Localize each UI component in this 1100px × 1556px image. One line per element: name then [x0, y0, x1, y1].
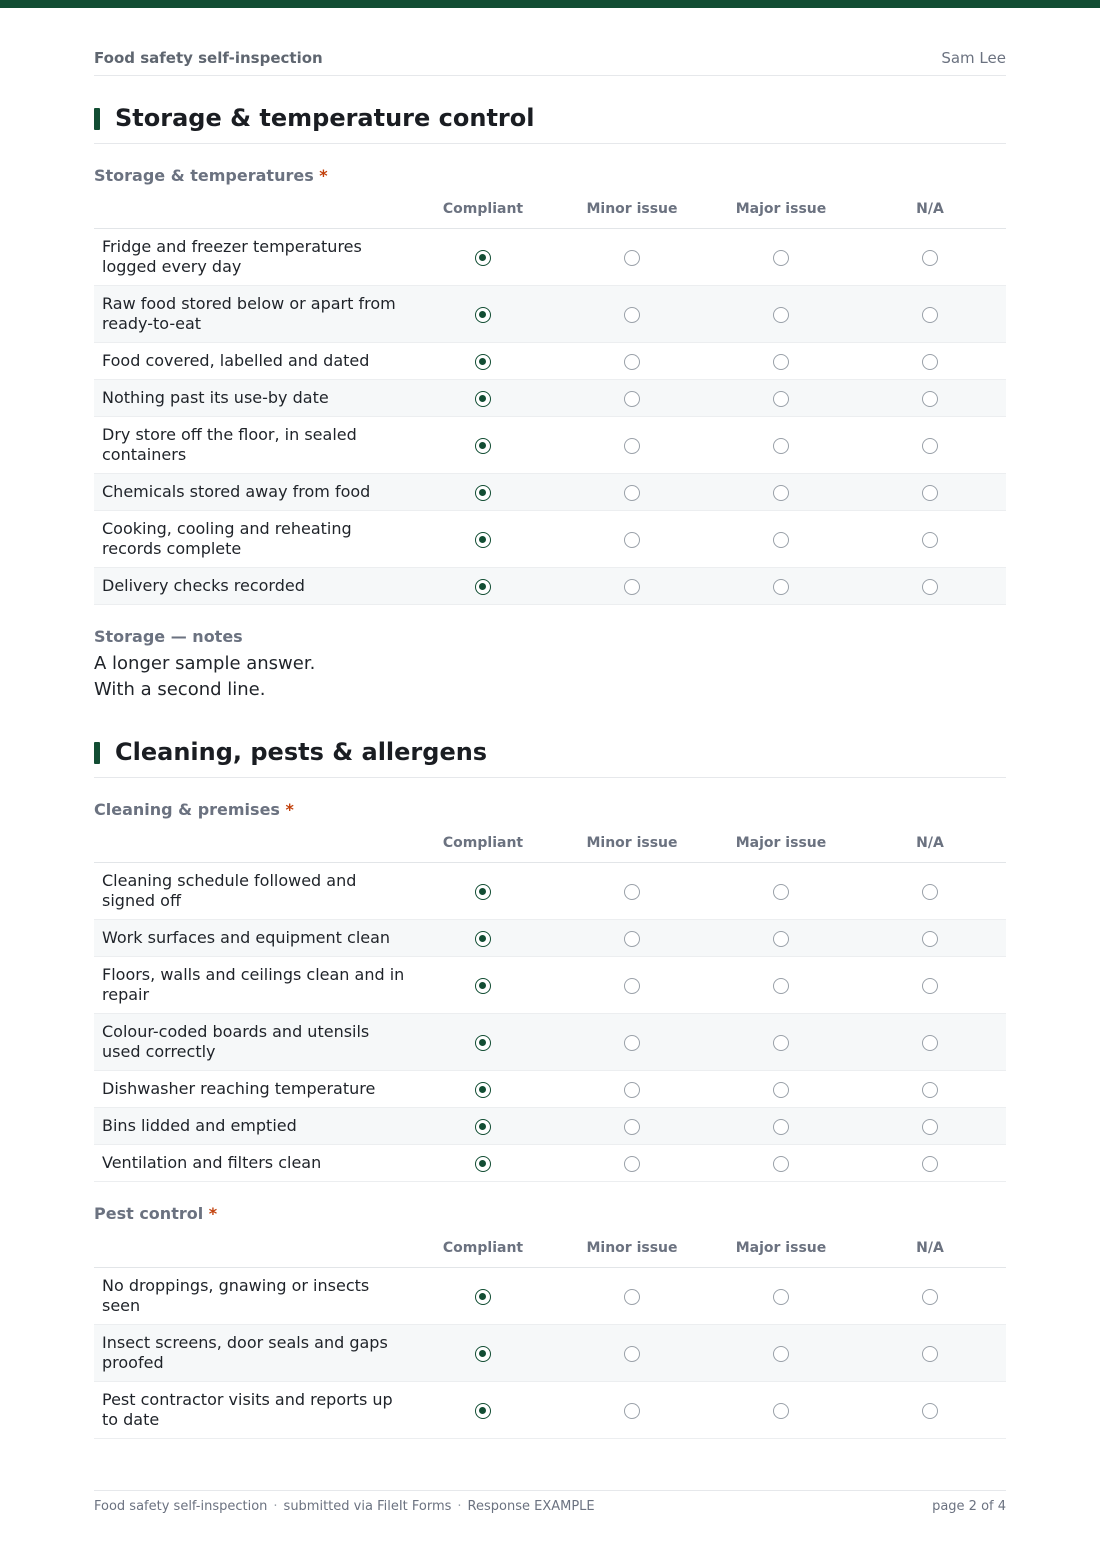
radio-n-a[interactable] — [922, 1035, 938, 1051]
radio-n-a[interactable] — [922, 485, 938, 501]
radio-minor-issue[interactable] — [624, 354, 640, 370]
radio-major-issue[interactable] — [773, 1082, 789, 1098]
grid-label-text: Cleaning & premises — [94, 800, 280, 819]
section-title: Cleaning, pests & allergens — [115, 738, 488, 766]
radio-n-a[interactable] — [922, 579, 938, 595]
radio-n-a[interactable] — [922, 1082, 938, 1098]
radio-minor-issue[interactable] — [624, 391, 640, 407]
radio-major-issue[interactable] — [773, 1156, 789, 1172]
row-label: Chemicals stored away from food — [102, 482, 371, 501]
radio-compliant[interactable] — [475, 354, 491, 370]
radio-n-a[interactable] — [922, 354, 938, 370]
radio-n-a[interactable] — [922, 1403, 938, 1419]
notes-answer: A longer sample answer. With a second line. — [94, 653, 316, 700]
grid-label-text: Storage & temperatures — [94, 166, 314, 185]
page-header — [94, 48, 1006, 76]
top-accent-bar — [0, 0, 1100, 8]
grid-column-headers — [94, 192, 1006, 229]
column-header-minor-issue: Minor issue — [586, 201, 678, 217]
row-label: Fridge and freezer temperatures logged every day — [102, 237, 362, 276]
footer-response-id: Response EXAMPLE — [467, 1499, 595, 1514]
row-label: No droppings, gnawing or insects seen — [102, 1276, 370, 1315]
row-label: Colour-coded boards and utensils used correctly — [102, 1022, 370, 1061]
row-label: Food covered, labelled and dated — [102, 351, 370, 370]
row-label: Cleaning schedule followed and signed off — [102, 871, 357, 910]
column-header-n-a: N/A — [916, 1240, 944, 1256]
radio-minor-issue[interactable] — [624, 532, 640, 548]
grid-row — [94, 920, 1006, 957]
grid-row — [94, 1325, 1006, 1382]
radio-major-issue[interactable] — [773, 354, 789, 370]
radio-major-issue[interactable] — [773, 1403, 789, 1419]
separator-dot: · — [273, 1499, 278, 1514]
row-label: Raw food stored below or apart from ready-to-eat — [102, 294, 396, 333]
radio-major-issue[interactable] — [773, 1035, 789, 1051]
grid-column-headers — [94, 826, 1006, 863]
radio-compliant[interactable] — [475, 250, 491, 266]
row-label: Delivery checks recorded — [102, 576, 305, 595]
radio-compliant[interactable] — [475, 978, 491, 994]
radio-compliant[interactable] — [475, 438, 491, 454]
row-label: Cooking, cooling and reheating records complete — [102, 519, 352, 558]
radio-compliant[interactable] — [475, 1082, 491, 1098]
required-marker: * — [319, 166, 328, 185]
rating-grid — [94, 1231, 1006, 1439]
grid-row — [94, 229, 1006, 286]
grid-row — [94, 286, 1006, 343]
row-label: Dry store off the floor, in sealed containers — [102, 425, 357, 464]
grid-label-pest — [94, 1204, 217, 1224]
radio-minor-issue[interactable] — [624, 1346, 640, 1362]
radio-n-a[interactable] — [922, 307, 938, 323]
radio-compliant[interactable] — [475, 579, 491, 595]
radio-n-a[interactable] — [922, 1346, 938, 1362]
column-header-minor-issue: Minor issue — [586, 835, 678, 851]
radio-compliant[interactable] — [475, 1035, 491, 1051]
radio-compliant[interactable] — [475, 884, 491, 900]
radio-major-issue[interactable] — [773, 1346, 789, 1362]
footer-submitted: submitted via FileIt Forms — [283, 1499, 452, 1514]
grid-row — [94, 1382, 1006, 1439]
radio-major-issue[interactable] — [773, 250, 789, 266]
radio-minor-issue[interactable] — [624, 931, 640, 947]
column-header-n-a: N/A — [916, 835, 944, 851]
grid-row — [94, 1071, 1006, 1108]
grid-label-storage — [94, 166, 328, 186]
section-accent-bar — [94, 742, 100, 764]
grid-row — [94, 417, 1006, 474]
radio-compliant[interactable] — [475, 1156, 491, 1172]
radio-major-issue[interactable] — [773, 978, 789, 994]
grid-row — [94, 568, 1006, 605]
page-number: page 2 of 4 — [932, 1499, 1006, 1514]
radio-major-issue[interactable] — [773, 1289, 789, 1305]
radio-major-issue[interactable] — [773, 931, 789, 947]
radio-minor-issue[interactable] — [624, 307, 640, 323]
radio-n-a[interactable] — [922, 250, 938, 266]
column-header-major-issue: Major issue — [735, 201, 827, 217]
section-accent-bar — [94, 108, 100, 130]
radio-minor-issue[interactable] — [624, 485, 640, 501]
row-label: Bins lidded and emptied — [102, 1116, 297, 1135]
radio-major-issue[interactable] — [773, 485, 789, 501]
radio-major-issue[interactable] — [773, 391, 789, 407]
grid-row — [94, 957, 1006, 1014]
row-label: Pest contractor visits and reports up to date — [102, 1390, 393, 1429]
column-header-n-a: N/A — [916, 201, 944, 217]
radio-minor-issue[interactable] — [624, 1082, 640, 1098]
notes-label: Storage — notes — [94, 627, 243, 646]
column-header-minor-issue: Minor issue — [586, 1240, 678, 1256]
footer-info — [94, 1499, 595, 1515]
radio-minor-issue[interactable] — [624, 884, 640, 900]
grid-row — [94, 343, 1006, 380]
section-heading-cleaning — [94, 738, 1006, 778]
column-header-major-issue: Major issue — [735, 835, 827, 851]
radio-n-a[interactable] — [922, 391, 938, 407]
radio-compliant[interactable] — [475, 931, 491, 947]
grid-row — [94, 863, 1006, 920]
radio-minor-issue[interactable] — [624, 1403, 640, 1419]
radio-minor-issue[interactable] — [624, 1035, 640, 1051]
radio-n-a[interactable] — [922, 1119, 938, 1135]
footer-form-title: Food safety self-inspection — [94, 1499, 268, 1514]
radio-n-a[interactable] — [922, 1156, 938, 1172]
radio-compliant[interactable] — [475, 307, 491, 323]
radio-minor-issue[interactable] — [624, 438, 640, 454]
radio-n-a[interactable] — [922, 931, 938, 947]
radio-minor-issue[interactable] — [624, 1156, 640, 1172]
radio-major-issue[interactable] — [773, 532, 789, 548]
column-header-major-issue: Major issue — [735, 1240, 827, 1256]
column-header-compliant: Compliant — [442, 1240, 524, 1256]
radio-major-issue[interactable] — [773, 438, 789, 454]
radio-n-a[interactable] — [922, 532, 938, 548]
rating-grid — [94, 192, 1006, 605]
radio-compliant[interactable] — [475, 1119, 491, 1135]
radio-minor-issue[interactable] — [624, 1289, 640, 1305]
row-label: Nothing past its use-by date — [102, 388, 329, 407]
row-label: Floors, walls and ceilings clean and in repair — [102, 965, 405, 1004]
radio-minor-issue[interactable] — [624, 978, 640, 994]
section-title: Storage & temperature control — [115, 104, 535, 132]
grid-row — [94, 1014, 1006, 1071]
radio-compliant[interactable] — [475, 1346, 491, 1362]
column-header-compliant: Compliant — [442, 201, 524, 217]
radio-compliant[interactable] — [475, 1403, 491, 1419]
separator-dot: · — [457, 1499, 462, 1514]
grid-label-cleaning — [94, 800, 294, 820]
grid-column-headers — [94, 1231, 1006, 1268]
grid-row — [94, 1268, 1006, 1325]
row-label: Insect screens, door seals and gaps proofed — [102, 1333, 388, 1372]
grid-label-text: Pest control — [94, 1204, 204, 1223]
radio-minor-issue[interactable] — [624, 1119, 640, 1135]
radio-compliant[interactable] — [475, 391, 491, 407]
section-heading-storage — [94, 104, 1006, 144]
radio-n-a[interactable] — [922, 978, 938, 994]
required-marker: * — [285, 800, 294, 819]
grid-row — [94, 380, 1006, 417]
radio-major-issue[interactable] — [773, 307, 789, 323]
grid-row — [94, 1145, 1006, 1182]
page-footer — [94, 1490, 1006, 1520]
radio-major-issue[interactable] — [773, 884, 789, 900]
required-marker: * — [208, 1204, 218, 1223]
rating-grid — [94, 826, 1006, 1182]
radio-n-a[interactable] — [922, 884, 938, 900]
row-label: Dishwasher reaching temperature — [102, 1079, 376, 1098]
grid-row — [94, 474, 1006, 511]
radio-minor-issue[interactable] — [624, 250, 640, 266]
radio-major-issue[interactable] — [773, 1119, 789, 1135]
radio-n-a[interactable] — [922, 1289, 938, 1305]
radio-compliant[interactable] — [475, 1289, 491, 1305]
form-title: Food safety self-inspection — [94, 49, 323, 67]
grid-row — [94, 1108, 1006, 1145]
respondent-name: Sam Lee — [941, 49, 1006, 67]
radio-compliant[interactable] — [475, 532, 491, 548]
column-header-compliant: Compliant — [442, 835, 524, 851]
radio-compliant[interactable] — [475, 485, 491, 501]
radio-n-a[interactable] — [922, 438, 938, 454]
grid-row — [94, 511, 1006, 568]
row-label: Ventilation and filters clean — [102, 1153, 322, 1172]
row-label: Work surfaces and equipment clean — [102, 928, 391, 947]
radio-minor-issue[interactable] — [624, 579, 640, 595]
radio-major-issue[interactable] — [773, 579, 789, 595]
